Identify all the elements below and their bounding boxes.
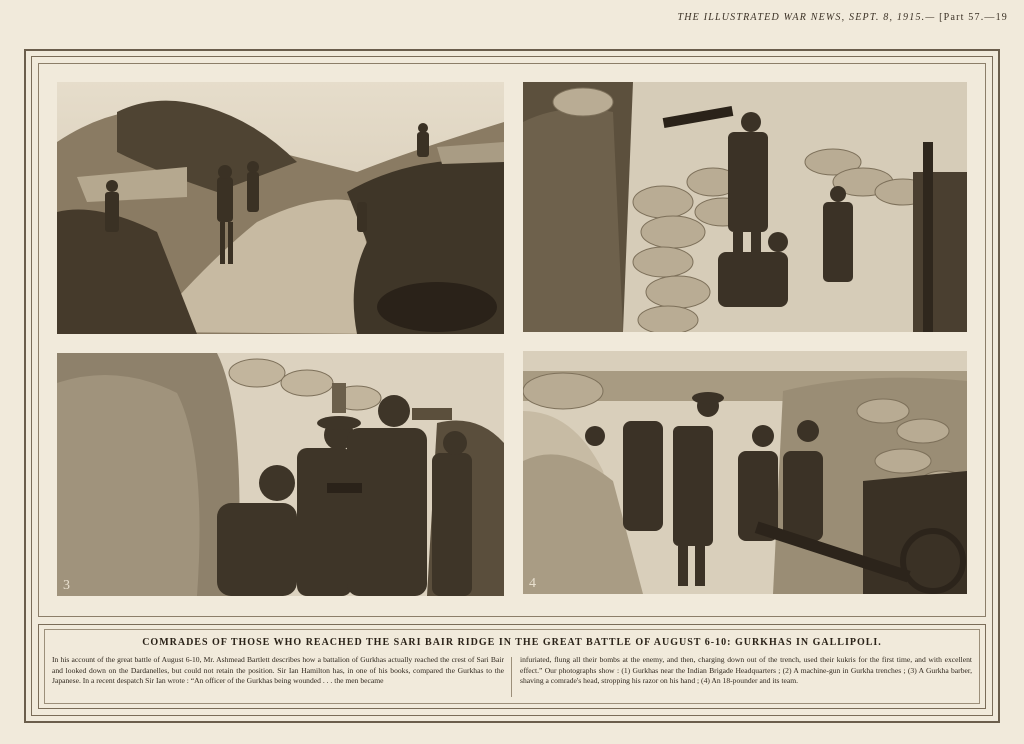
- photo-1-image: [57, 82, 504, 334]
- photo-2-image: [523, 82, 967, 332]
- photo-2-machine-gun: [523, 82, 967, 332]
- caption-left-column: In his account of the great battle of August 6-10, Mr. Ashmead Bartlett describes how a battalion of Gurkhas actually reached the crest of Sari Bair and looked down on the Dardanelles, but could not retain the position. Sir Ian Hamilton has, in one of his books, compared the Gurkhas to the Japanese. In a recent despatch Sir Ian wrote : “An officer of the Gurkhas being wounded . . . the men became: [52, 655, 504, 686]
- photo-3-number: 3: [63, 578, 70, 593]
- masthead: [678, 12, 1009, 23]
- photo-4-gun-team: [523, 351, 967, 594]
- column-divider: [511, 657, 512, 697]
- caption-right-column: infuriated, flung all their bombs at the enemy, and then, charging down out of the trench, used their kukris for the first time, and with excellent effect.” Our photographs show : (1) Gurkhas near the Indian Brigade Headquarters ; (2) A machine-gun in Gurkha trenches ; (3) A Gurkha barber, shaving a comrade's head, stropping his razor on his hand ; (4) An 18-pounder and its team.: [520, 655, 972, 686]
- masthead-title: THE ILLUSTRATED WAR NEWS, SEPT. 8, 1915.—: [677, 12, 936, 23]
- masthead-part: [Part 57.—19: [939, 12, 1008, 23]
- photo-4-image: [523, 351, 967, 594]
- photo-3-image: [57, 353, 504, 596]
- photo-3-barber: [57, 353, 504, 596]
- photo-1-hillside: [57, 82, 504, 334]
- caption-title: COMRADES OF THOSE WHO REACHED THE SARI BAIR RIDGE IN THE GREAT BATTLE OF AUGUST 6-10: GURKHAS IN GALLIPOLI.: [142, 637, 882, 648]
- photo-4-number: 4: [529, 576, 536, 591]
